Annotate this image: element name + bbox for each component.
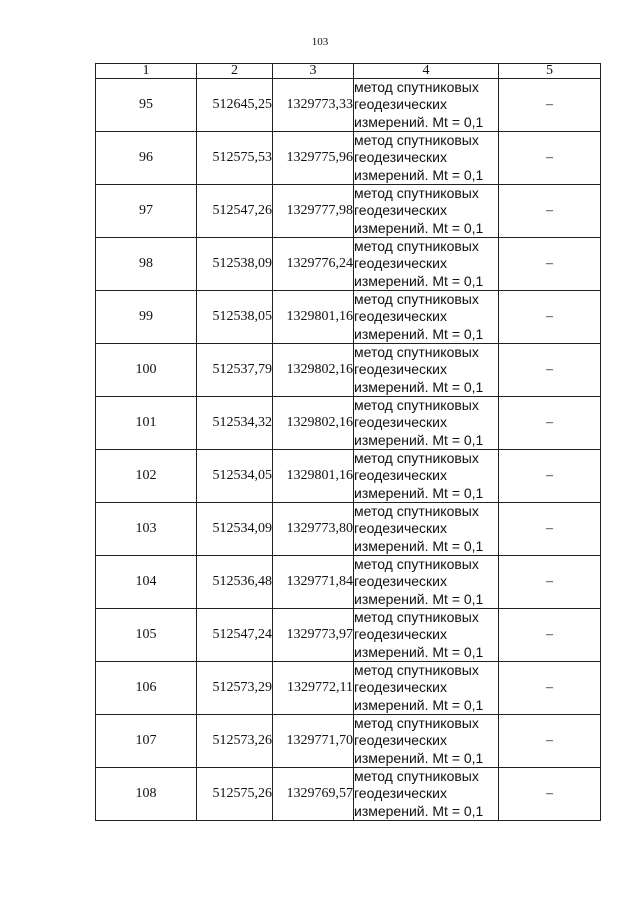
point-number-cell: 95: [96, 79, 197, 132]
method-text-line: геодезических: [354, 520, 447, 537]
y-coordinate-cell: 1329773,33: [273, 79, 354, 132]
method-cell: [354, 344, 499, 397]
table-row: [96, 715, 601, 768]
method-text-line: геодезических: [354, 467, 447, 484]
method-cell: [354, 609, 499, 662]
table-row: [96, 556, 601, 609]
note-cell: –: [499, 450, 601, 503]
method-text-line: метод спутниковых: [354, 662, 479, 679]
method-text-line: геодезических: [354, 96, 447, 113]
header-cell: 5: [499, 64, 601, 79]
method-text-line: метод спутниковых: [354, 556, 479, 573]
table-row: [96, 768, 601, 821]
table-row: [96, 662, 601, 715]
header-cell: 4: [354, 64, 499, 79]
method-text-line: измерений. Mt = 0,1: [354, 643, 484, 660]
table-row: [96, 344, 601, 397]
method-text-line: измерений. Mt = 0,1: [354, 113, 484, 130]
method-text-line: метод спутниковых: [354, 291, 479, 308]
method-text-line: геодезических: [354, 202, 447, 219]
method-text-line: измерений. Mt = 0,1: [354, 219, 484, 236]
page-number: 103: [311, 36, 329, 48]
method-cell: [354, 291, 499, 344]
method-cell: [354, 503, 499, 556]
method-text-line: геодезических: [354, 732, 447, 749]
point-number-cell: 96: [96, 132, 197, 185]
method-cell: [354, 450, 499, 503]
table-row: [96, 238, 601, 291]
method-cell: [354, 662, 499, 715]
x-coordinate-cell: 512538,05: [197, 291, 273, 344]
table-row: [96, 132, 601, 185]
point-number-cell: 108: [96, 768, 197, 821]
method-text-line: геодезических: [354, 308, 447, 325]
method-cell: [354, 132, 499, 185]
table-row: [96, 609, 601, 662]
table-row: [96, 185, 601, 238]
method-text-line: измерений. Mt = 0,1: [354, 696, 484, 713]
method-text-line: метод спутниковых: [354, 609, 479, 626]
header-cell: 2: [197, 64, 273, 79]
note-cell: –: [499, 291, 601, 344]
x-coordinate-cell: 512534,09: [197, 503, 273, 556]
method-text-line: геодезических: [354, 361, 447, 378]
y-coordinate-cell: 1329802,16: [273, 397, 354, 450]
note-cell: –: [499, 768, 601, 821]
note-cell: –: [499, 238, 601, 291]
point-number-cell: 105: [96, 609, 197, 662]
note-cell: –: [499, 397, 601, 450]
note-cell: –: [499, 503, 601, 556]
x-coordinate-cell: 512573,26: [197, 715, 273, 768]
y-coordinate-cell: 1329777,98: [273, 185, 354, 238]
x-coordinate-cell: 512575,53: [197, 132, 273, 185]
point-number-cell: 97: [96, 185, 197, 238]
note-cell: –: [499, 344, 601, 397]
method-cell: [354, 79, 499, 132]
x-coordinate-cell: 512534,05: [197, 450, 273, 503]
method-cell: [354, 556, 499, 609]
method-cell: [354, 397, 499, 450]
y-coordinate-cell: 1329772,11: [273, 662, 354, 715]
method-text-line: измерений. Mt = 0,1: [354, 802, 484, 819]
table-row: [96, 503, 601, 556]
method-text-line: геодезических: [354, 149, 447, 166]
point-number-cell: 103: [96, 503, 197, 556]
method-text-line: метод спутниковых: [354, 503, 479, 520]
y-coordinate-cell: 1329771,84: [273, 556, 354, 609]
method-text-line: геодезических: [354, 255, 447, 272]
method-text-line: метод спутниковых: [354, 238, 479, 255]
table-body: [96, 79, 601, 821]
point-number-cell: 107: [96, 715, 197, 768]
method-text-line: измерений. Mt = 0,1: [354, 166, 484, 183]
method-text-line: геодезических: [354, 414, 447, 431]
method-text-line: метод спутниковых: [354, 185, 479, 202]
y-coordinate-cell: 1329775,96: [273, 132, 354, 185]
y-coordinate-cell: 1329802,16: [273, 344, 354, 397]
note-cell: –: [499, 79, 601, 132]
note-cell: –: [499, 662, 601, 715]
x-coordinate-cell: 512538,09: [197, 238, 273, 291]
note-cell: –: [499, 185, 601, 238]
method-text-line: геодезических: [354, 573, 447, 590]
note-cell: –: [499, 715, 601, 768]
method-text-line: метод спутниковых: [354, 450, 479, 467]
point-number-cell: 100: [96, 344, 197, 397]
table-row: [96, 450, 601, 503]
point-number-cell: 99: [96, 291, 197, 344]
method-text-line: геодезических: [354, 626, 447, 643]
coordinates-table: [95, 63, 601, 821]
x-coordinate-cell: 512537,79: [197, 344, 273, 397]
point-number-cell: 106: [96, 662, 197, 715]
method-text-line: измерений. Mt = 0,1: [354, 749, 484, 766]
table-row: [96, 397, 601, 450]
x-coordinate-cell: 512534,32: [197, 397, 273, 450]
method-cell: [354, 185, 499, 238]
method-text-line: метод спутниковых: [354, 715, 479, 732]
table-row: [96, 291, 601, 344]
method-text-line: метод спутниковых: [354, 397, 479, 414]
y-coordinate-cell: 1329773,80: [273, 503, 354, 556]
method-cell: [354, 238, 499, 291]
x-coordinate-cell: 512536,48: [197, 556, 273, 609]
method-text-line: измерений. Mt = 0,1: [354, 590, 484, 607]
point-number-cell: 102: [96, 450, 197, 503]
method-text-line: измерений. Mt = 0,1: [354, 484, 484, 501]
method-text-line: измерений. Mt = 0,1: [354, 537, 484, 554]
method-text-line: геодезических: [354, 679, 447, 696]
method-text-line: метод спутниковых: [354, 768, 479, 785]
header-cell: 1: [96, 64, 197, 79]
method-text-line: измерений. Mt = 0,1: [354, 272, 484, 289]
method-cell: [354, 715, 499, 768]
y-coordinate-cell: 1329769,57: [273, 768, 354, 821]
method-text-line: измерений. Mt = 0,1: [354, 325, 484, 342]
method-text-line: измерений. Mt = 0,1: [354, 378, 484, 395]
method-text-line: метод спутниковых: [354, 132, 479, 149]
y-coordinate-cell: 1329771,70: [273, 715, 354, 768]
method-cell: [354, 768, 499, 821]
method-text-line: метод спутниковых: [354, 344, 479, 361]
y-coordinate-cell: 1329801,16: [273, 450, 354, 503]
note-cell: –: [499, 556, 601, 609]
y-coordinate-cell: 1329773,97: [273, 609, 354, 662]
point-number-cell: 104: [96, 556, 197, 609]
x-coordinate-cell: 512573,29: [197, 662, 273, 715]
x-coordinate-cell: 512547,24: [197, 609, 273, 662]
note-cell: –: [499, 609, 601, 662]
method-text-line: метод спутниковых: [354, 79, 479, 96]
point-number-cell: 101: [96, 397, 197, 450]
header-cell: 3: [273, 64, 354, 79]
header-row: [96, 64, 601, 79]
note-cell: –: [499, 132, 601, 185]
method-text-line: геодезических: [354, 785, 447, 802]
y-coordinate-cell: 1329776,24: [273, 238, 354, 291]
x-coordinate-cell: 512575,26: [197, 768, 273, 821]
table-row: [96, 79, 601, 132]
x-coordinate-cell: 512547,26: [197, 185, 273, 238]
y-coordinate-cell: 1329801,16: [273, 291, 354, 344]
x-coordinate-cell: 512645,25: [197, 79, 273, 132]
point-number-cell: 98: [96, 238, 197, 291]
method-text-line: измерений. Mt = 0,1: [354, 431, 484, 448]
